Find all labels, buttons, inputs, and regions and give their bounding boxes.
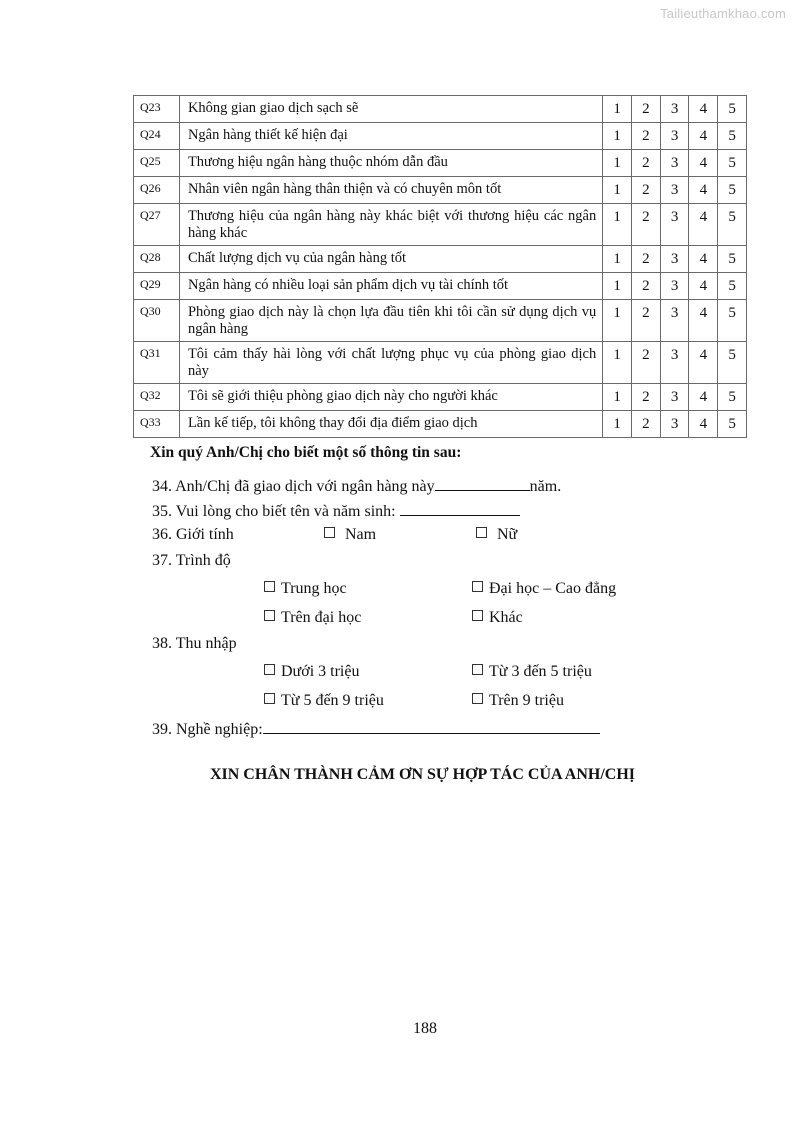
rating-option-5[interactable]: 5 [718,342,747,384]
question-35 [152,501,520,521]
rating-option-4[interactable]: 4 [689,123,718,150]
q37-label: 37. Trình độ [152,552,231,569]
question-id: Q32 [134,384,180,411]
rating-option-5[interactable]: 5 [718,204,747,246]
rating-option-1[interactable]: 1 [603,177,632,204]
table-row [134,300,747,342]
checkbox-icon[interactable] [472,693,483,704]
rating-option-2[interactable]: 2 [631,246,660,273]
q37-option-dai-hoc[interactable]: Đại học – Cao đẳng [472,580,616,598]
section-heading: Xin quý Anh/Chị cho biết một số thông tin sau: [150,444,462,461]
question-34 [152,476,561,496]
rating-option-5[interactable]: 5 [718,273,747,300]
question-text: Ngân hàng có nhiều loại sản phẩm dịch vụ tài chính tốt [179,273,602,300]
table-row [134,96,747,123]
question-text: Thương hiệu của ngân hàng này khác biệt với thương hiệu các ngân hàng khác [179,204,602,246]
checkbox-icon[interactable] [476,527,487,538]
rating-option-2[interactable]: 2 [631,177,660,204]
rating-option-2[interactable]: 2 [631,411,660,438]
rating-option-3[interactable]: 3 [660,177,689,204]
rating-option-1[interactable]: 1 [603,246,632,273]
table-row [134,123,747,150]
question-text: Phòng giao dịch này là chọn lựa đầu tiên khi tôi cần sử dụng dịch vụ ngân hàng [179,300,602,342]
rating-option-5[interactable]: 5 [718,150,747,177]
rating-option-1[interactable]: 1 [603,204,632,246]
thank-you-message: XIN CHÂN THÀNH CẢM ƠN SỰ HỢP TÁC CỦA ANH/CHỊ [209,766,636,783]
q39-blank[interactable] [263,719,600,734]
checkbox-icon[interactable] [264,610,275,621]
rating-option-4[interactable]: 4 [689,96,718,123]
watermark: Tailieuthamkhao.com [660,6,786,21]
rating-option-4[interactable]: 4 [689,177,718,204]
table-row [134,204,747,246]
rating-option-2[interactable]: 2 [631,342,660,384]
rating-option-4[interactable]: 4 [689,384,718,411]
rating-option-3[interactable]: 3 [660,384,689,411]
rating-option-4[interactable]: 4 [689,204,718,246]
rating-option-4[interactable]: 4 [689,273,718,300]
checkbox-icon[interactable] [472,664,483,675]
question-id: Q30 [134,300,180,342]
question-id: Q25 [134,150,180,177]
q34-suffix: năm. [529,478,562,495]
checkbox-icon[interactable] [324,527,335,538]
q35-label: 35. Vui lòng cho biết tên và năm sinh: [152,503,396,520]
rating-option-1[interactable]: 1 [603,96,632,123]
rating-option-3[interactable]: 3 [660,123,689,150]
q38-option-duoi-3[interactable]: Dưới 3 triệu [264,663,359,681]
question-id: Q27 [134,204,180,246]
rating-option-5[interactable]: 5 [718,96,747,123]
rating-option-2[interactable]: 2 [631,150,660,177]
rating-option-3[interactable]: 3 [660,246,689,273]
question-text: Thương hiệu ngân hàng thuộc nhóm dẫn đầu [179,150,602,177]
rating-option-2[interactable]: 2 [631,204,660,246]
q39-label: 39. Nghề nghiệp: [152,721,263,738]
rating-option-4[interactable]: 4 [689,342,718,384]
checkbox-icon[interactable] [264,693,275,704]
question-text: Chất lượng dịch vụ của ngân hàng tốt [179,246,602,273]
q34-blank[interactable] [435,476,530,491]
rating-option-2[interactable]: 2 [631,384,660,411]
page-number: 188 [413,1020,437,1037]
q38-label: 38. Thu nhập [152,635,237,652]
q35-blank[interactable] [400,501,520,516]
question-text: Ngân hàng thiết kế hiện đại [179,123,602,150]
q37-option-trung-hoc[interactable]: Trung học [264,580,347,598]
question-id: Q29 [134,273,180,300]
table-row [134,177,747,204]
question-text: Không gian giao dịch sạch sẽ [179,96,602,123]
q38-option-tren-9[interactable]: Trên 9 triệu [472,692,564,710]
rating-option-3[interactable]: 3 [660,300,689,342]
table-row [134,246,747,273]
q38-option-3-5[interactable]: Từ 3 đến 5 triệu [472,663,592,681]
checkbox-icon[interactable] [264,581,275,592]
q38-option-5-9[interactable]: Từ 5 đến 9 triệu [264,692,384,710]
question-id: Q31 [134,342,180,384]
checkbox-icon[interactable] [264,664,275,675]
rating-option-1[interactable]: 1 [603,123,632,150]
rating-option-5[interactable]: 5 [718,384,747,411]
q37-option-khac[interactable]: Khác [472,609,523,627]
rating-option-4[interactable]: 4 [689,246,718,273]
table-row [134,384,747,411]
rating-option-2[interactable]: 2 [631,273,660,300]
question-id: Q28 [134,246,180,273]
rating-option-3[interactable]: 3 [660,273,689,300]
likert-table [133,95,747,438]
rating-option-4[interactable]: 4 [689,300,718,342]
q36-option-nu[interactable]: Nữ [476,526,517,544]
rating-option-5[interactable]: 5 [718,177,747,204]
q36-label: 36. Giới tính [152,526,234,543]
question-text: Tôi sẽ giới thiệu phòng giao dịch này cho người khác [179,384,602,411]
question-id: Q33 [134,411,180,438]
rating-option-1[interactable]: 1 [603,384,632,411]
question-text: Tôi cảm thấy hài lòng với chất lượng phục vụ của phòng giao dịch này [179,342,602,384]
rating-option-3[interactable]: 3 [660,342,689,384]
rating-option-1[interactable]: 1 [603,150,632,177]
rating-option-5[interactable]: 5 [718,246,747,273]
question-39 [152,719,600,739]
rating-option-4[interactable]: 4 [689,150,718,177]
question-id: Q24 [134,123,180,150]
rating-option-4[interactable]: 4 [689,411,718,438]
table-row [134,150,747,177]
rating-option-5[interactable]: 5 [718,123,747,150]
q34-label: 34. Anh/Chị đã giao dịch với ngân hàng này [152,478,435,495]
rating-option-5[interactable]: 5 [718,300,747,342]
rating-option-1[interactable]: 1 [603,273,632,300]
rating-option-3[interactable]: 3 [660,204,689,246]
rating-option-3[interactable]: 3 [660,411,689,438]
q37-option-tren-dai-hoc[interactable]: Trên đại học [264,609,361,627]
question-text: Nhân viên ngân hàng thân thiện và có chuyên môn tốt [179,177,602,204]
table-row [134,342,747,384]
q36-option-nam[interactable]: Nam [324,526,376,544]
table-row [134,273,747,300]
rating-option-2[interactable]: 2 [631,300,660,342]
rating-option-3[interactable]: 3 [660,96,689,123]
rating-option-1[interactable]: 1 [603,300,632,342]
rating-option-2[interactable]: 2 [631,123,660,150]
question-id: Q26 [134,177,180,204]
question-id: Q23 [134,96,180,123]
checkbox-icon[interactable] [472,581,483,592]
table-row [134,411,747,438]
checkbox-icon[interactable] [472,610,483,621]
rating-option-1[interactable]: 1 [603,411,632,438]
rating-option-1[interactable]: 1 [603,342,632,384]
rating-option-2[interactable]: 2 [631,96,660,123]
rating-option-3[interactable]: 3 [660,150,689,177]
question-text: Lần kế tiếp, tôi không thay đổi địa điểm giao dịch [179,411,602,438]
rating-option-5[interactable]: 5 [718,411,747,438]
